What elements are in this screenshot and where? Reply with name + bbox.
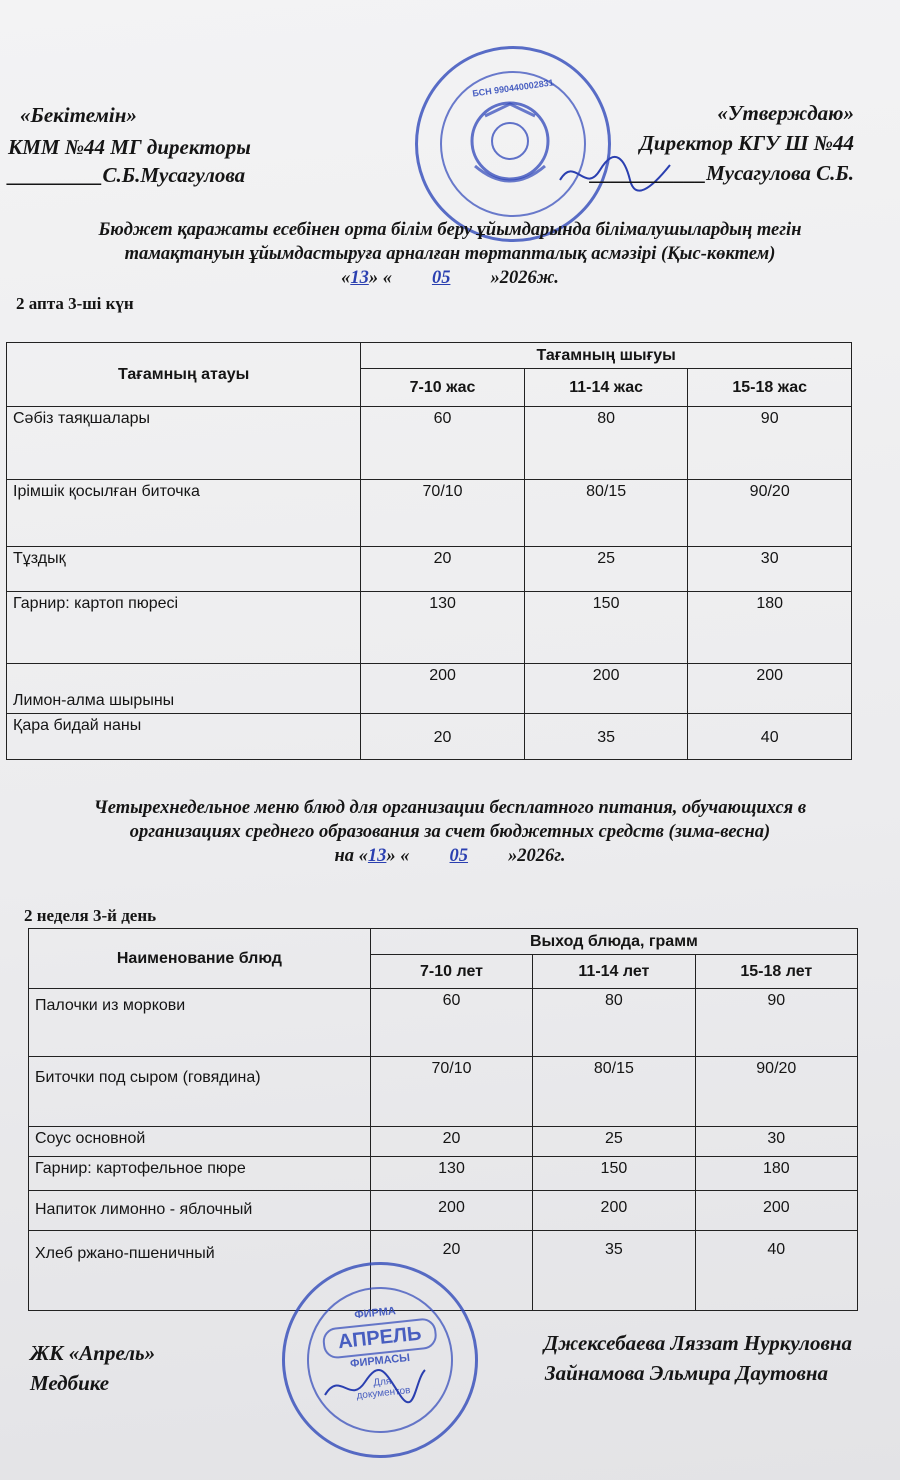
portion-value: 60 <box>361 407 525 480</box>
portion-value: 25 <box>533 1127 695 1157</box>
kz-date-line: «13» « 05 »2026ж. <box>341 268 559 288</box>
stamp-firm-name: АПРЕЛЬ <box>321 1317 438 1360</box>
portion-value: 80 <box>524 407 688 480</box>
table-row <box>29 1127 858 1157</box>
portion-value: 150 <box>533 1157 695 1191</box>
dish-name: Биточки под сыром (говядина) <box>29 1057 371 1127</box>
kz-age-header: 7-10 жас <box>361 369 525 407</box>
portion-value: 20 <box>370 1231 532 1311</box>
footer-name-1: Джексебаева Ляззат Нуркуловна <box>543 1331 852 1355</box>
kz-date-day: 13 <box>350 268 369 288</box>
ru-date-day: 13 <box>367 846 387 866</box>
kz-title-line1: Бюджет қаражаты есебінен орта білім беру ұйымдарында білімалушылардың тегін <box>98 220 802 240</box>
ru-menu-table <box>28 928 858 1311</box>
footer-company: ЖК «Апрель» <box>30 1341 156 1365</box>
ru-col-name-header: Наименование блюд <box>29 929 371 989</box>
portion-value: 80/15 <box>533 1057 695 1127</box>
portion-value: 60 <box>370 989 532 1057</box>
ru-title-line1: Четырехнедельное меню блюд для организации бесплатного питания, обучающихся в <box>93 798 807 818</box>
portion-value: 20 <box>370 1127 532 1157</box>
ru-col-output-header: Выход блюда, грамм <box>370 929 857 955</box>
stamp-docs-label: Для документов <box>356 1375 411 1402</box>
kz-col-output-header: Тағамның шығуы <box>361 343 852 369</box>
ru-age-header: 15-18 лет <box>695 955 857 989</box>
portion-value: 90 <box>695 989 857 1057</box>
table-row <box>7 592 852 664</box>
portion-value: 200 <box>695 1191 857 1231</box>
dish-name: Хлеб ржано-пшеничный <box>29 1231 371 1311</box>
table-row <box>29 1157 858 1191</box>
medic-signature <box>320 1360 430 1410</box>
approve-ru-position: Директор КГУ Ш №44 <box>639 131 854 155</box>
portion-value: 130 <box>370 1157 532 1191</box>
portion-value: 200 <box>370 1191 532 1231</box>
table-row <box>29 1057 858 1127</box>
portion-value: 90/20 <box>688 480 852 547</box>
dish-name: Гарнир: картофельное пюре <box>29 1157 371 1191</box>
dish-name: Қара бидай наны <box>7 714 361 760</box>
table-row <box>29 989 858 1057</box>
portion-value: 90/20 <box>695 1057 857 1127</box>
kz-col-name-header: Тағамның атауы <box>7 343 361 407</box>
table-row <box>29 1191 858 1231</box>
portion-value: 200 <box>688 664 852 714</box>
dish-name: Лимон-алма шырыны <box>7 664 361 714</box>
ru-age-header: 7-10 лет <box>370 955 532 989</box>
portion-value: 40 <box>688 714 852 760</box>
portion-value: 200 <box>533 1191 695 1231</box>
portion-value: 80/15 <box>524 480 688 547</box>
footer-role: Медбике <box>30 1371 110 1395</box>
portion-value: 35 <box>524 714 688 760</box>
portion-value: 70/10 <box>370 1057 532 1127</box>
approve-ru-label: «Утверждаю» <box>717 101 854 125</box>
portion-value: 20 <box>361 714 525 760</box>
dish-name: Напиток лимонно - яблочный <box>29 1191 371 1231</box>
seal-id-text: БСН 990440002831 <box>471 77 555 99</box>
approve-kz-label: «Бекітемін» <box>20 103 137 127</box>
dish-name: Тұздық <box>7 547 361 592</box>
kz-day-label: 2 апта 3-ші күн <box>16 294 134 313</box>
stamp-firm-sub: ФИРМАСЫ <box>349 1351 411 1371</box>
approve-ru-signature-line: ___________Мусагулова С.Б. <box>590 161 854 185</box>
portion-value: 30 <box>688 547 852 592</box>
ru-date-line: на «13» « 05 »2026г. <box>334 846 566 866</box>
approve-kz-signature-line: _________С.Б.Мусагулова <box>8 163 246 187</box>
portion-value: 35 <box>533 1231 695 1311</box>
dish-name: Сәбіз таяқшалары <box>7 407 361 480</box>
table-row <box>7 407 852 480</box>
footer-name-2: Зайнамова Эльмира Даутовна <box>544 1361 828 1385</box>
portion-value: 200 <box>361 664 525 714</box>
kz-date-month: 05 <box>431 268 451 288</box>
table-row <box>7 480 852 547</box>
portion-value: 20 <box>361 547 525 592</box>
dish-name: Палочки из моркови <box>29 989 371 1057</box>
table-row <box>7 547 852 592</box>
ru-age-header: 11-14 лет <box>533 955 695 989</box>
official-seal-stamp <box>415 46 611 242</box>
portion-value: 180 <box>688 592 852 664</box>
portion-value: 30 <box>695 1127 857 1157</box>
kz-age-header: 11-14 жас <box>524 369 688 407</box>
portion-value: 200 <box>524 664 688 714</box>
ru-day-label: 2 неделя 3-й день <box>24 906 157 925</box>
approve-kz-position: КММ №44 МГ директоры <box>8 135 251 159</box>
portion-value: 130 <box>361 592 525 664</box>
portion-value: 40 <box>695 1231 857 1311</box>
kz-title-line2: тамақтануын ұйымдастыруға арналған төртапталық асмәзірі (Қыс-көктем) <box>124 244 776 264</box>
portion-value: 150 <box>524 592 688 664</box>
portion-value: 80 <box>533 989 695 1057</box>
stamp-firm-label: ФИРМА <box>353 1305 397 1322</box>
dish-name: Соус основной <box>29 1127 371 1157</box>
kz-age-header: 15-18 жас <box>688 369 852 407</box>
dish-name: Ірімшік қосылған биточка <box>7 480 361 547</box>
portion-value: 90 <box>688 407 852 480</box>
portion-value: 180 <box>695 1157 857 1191</box>
table-row <box>7 664 852 714</box>
dish-name: Гарнир: картоп пюресі <box>7 592 361 664</box>
portion-value: 70/10 <box>361 480 525 547</box>
portion-value: 25 <box>524 547 688 592</box>
table-row <box>7 714 852 760</box>
ru-title-line2: организациях среднего образования за счет бюджетных средств (зима-весна) <box>129 822 771 842</box>
ru-date-month: 05 <box>449 846 469 866</box>
kz-menu-table <box>6 342 852 760</box>
